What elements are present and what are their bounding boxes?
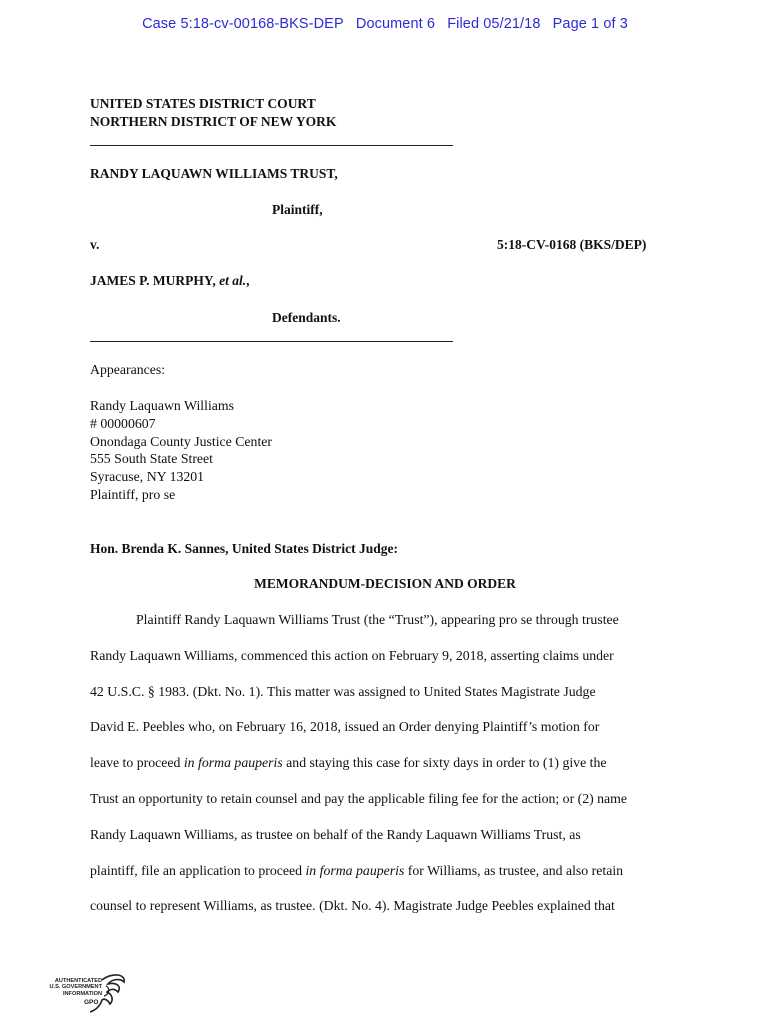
court-line-2: NORTHERN DISTRICT OF NEW YORK	[90, 114, 337, 129]
court-name	[90, 95, 336, 131]
defendant-name	[90, 273, 250, 289]
body-line: David E. Peebles who, on February 16, 2018, issued an Order denying Plaintiff’s motion for	[90, 719, 600, 735]
plaintiff-address-block	[90, 397, 272, 504]
body-line: counsel to represent Williams, as trustee. (Dkt. No. 4). Magistrate Judge Peebles explained that	[90, 898, 615, 914]
body-text-run: for Williams, as trustee, and also retain	[404, 862, 624, 878]
address-line: 555 South State Street	[90, 451, 214, 467]
court-line-1: UNITED STATES DISTRICT COURT	[90, 96, 316, 111]
address-line: # 00000607	[90, 415, 156, 431]
case-number-stamp: Case 5:18-cv-00168-BKS-DEP	[142, 16, 344, 32]
filed-date-stamp: Filed 05/21/18	[447, 16, 541, 32]
defendant-role: Defendants.	[272, 310, 341, 325]
body-paragraph	[90, 602, 680, 924]
address-line: Randy Laquawn Williams	[90, 398, 235, 413]
body-line: Trust an opportunity to retain counsel and pay the applicable filing fee for the action; or (2) name	[90, 790, 628, 806]
defendant-et-al: et al.	[219, 273, 247, 288]
order-title: MEMORANDUM-DECISION AND ORDER	[254, 576, 516, 591]
document-number-stamp: Document 6	[355, 16, 436, 32]
body-line: Plaintiff Randy Laquawn Williams Trust (the “Trust”), appearing pro se through trustee	[136, 612, 619, 627]
body-line: Randy Laquawn Williams, commenced this action on February 9, 2018, asserting claims under	[90, 647, 614, 663]
plaintiff-name: RANDY LAQUAWN WILLIAMS TRUST,	[90, 166, 338, 181]
appearances-heading: Appearances:	[90, 362, 166, 377]
body-text-run: and staying this case for sixty days in order to (1) give the	[282, 755, 607, 771]
body-line	[90, 853, 680, 889]
gpo-seal-line: INFORMATION	[62, 990, 102, 997]
defendant-comma: ,	[246, 273, 250, 288]
latin-phrase: in forma pauperis	[305, 862, 405, 878]
body-line: Randy Laquawn Williams, as trustee on behalf of the Randy Laquawn Williams Trust, as	[90, 826, 581, 842]
eagle-icon	[40, 970, 130, 1014]
gpo-authentication-seal	[40, 970, 130, 1014]
gpo-seal-line: AUTHENTICATED	[54, 978, 102, 984]
body-line: 42 U.S.C. § 1983. (Dkt. No. 1). This matter was assigned to United States Magistrate Judge	[90, 683, 596, 699]
address-line: Plaintiff, pro se	[90, 486, 176, 502]
caption-rule-bottom	[90, 341, 453, 342]
civil-case-number: 5:18-CV-0168 (BKS/DEP)	[497, 237, 647, 252]
caption-rule-top	[90, 145, 453, 146]
defendant-name-text: JAMES P. MURPHY,	[90, 273, 220, 288]
body-text-run: leave to proceed	[90, 755, 184, 771]
page-number-stamp: Page 1 of 3	[552, 16, 628, 32]
body-line	[90, 745, 680, 781]
gpo-mark: GPO	[84, 999, 99, 1006]
address-line: Syracuse, NY 13201	[90, 469, 205, 485]
versus-label: v.	[90, 237, 100, 252]
judge-line: Hon. Brenda K. Sannes, United States District Judge:	[90, 541, 399, 556]
gpo-seal-line: U.S. GOVERNMENT	[49, 984, 102, 991]
address-line: Onondaga County Justice Center	[90, 433, 273, 449]
body-text-run: plaintiff, file an application to proceed	[90, 862, 306, 878]
latin-phrase: in forma pauperis	[183, 755, 283, 771]
case-header-stamp	[0, 16, 770, 32]
plaintiff-role: Plaintiff,	[272, 202, 323, 217]
